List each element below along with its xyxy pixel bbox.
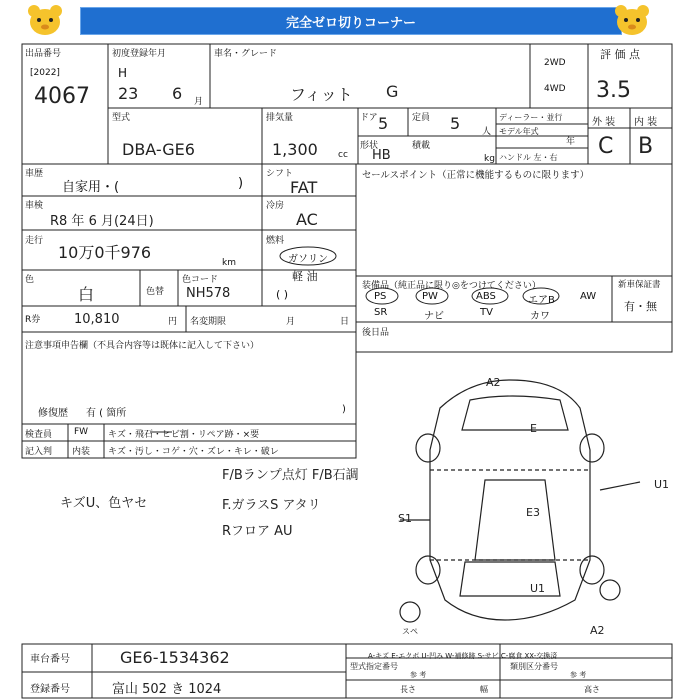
type-spec-label: 型式指定番号	[350, 662, 398, 671]
color-change-label: 色替	[146, 287, 165, 297]
person-unit: 人	[482, 127, 492, 137]
inspection-label: 車検	[25, 201, 44, 211]
fuel-label: 燃料	[266, 236, 285, 246]
legend: A-キズ E-エクボ U-凹み W-補修跡 S-サビ C-腐食 XX-交換済	[368, 652, 558, 660]
height-label: 高さ	[584, 685, 600, 694]
equipment-leather: カワ	[530, 311, 550, 322]
history-value: 自家用・(	[62, 180, 120, 195]
page-title: 完全ゼロ切りコーナー	[285, 16, 416, 31]
inspector-label: 検査員	[25, 430, 53, 440]
length-label: 長さ	[400, 685, 416, 694]
repair-value: 有 ( 箇所	[86, 408, 127, 419]
equipment-abs: ABS	[476, 291, 496, 302]
score-label: 評 価 点	[600, 48, 640, 61]
car-diagram	[400, 380, 640, 622]
note-mid1: F.ガラスS アタリ	[222, 498, 321, 513]
dealer-label: ディーラー・並行	[499, 113, 563, 122]
capacity: 5	[450, 114, 461, 133]
fuel-paren: ( )	[276, 288, 289, 301]
equipment-tv: TV	[480, 307, 493, 318]
repair-close: )	[342, 404, 346, 415]
reg-year: 23	[118, 84, 139, 103]
capacity-label: 定員	[412, 113, 431, 123]
plate: 富山 502 き 1024	[112, 682, 222, 697]
repair-label: 修復歴	[38, 408, 68, 419]
era: H	[118, 66, 128, 80]
lot-label: 出品番号	[25, 49, 62, 59]
mark-e3: E3	[526, 506, 540, 519]
shape-label: 形状	[360, 141, 379, 151]
inspection: R8 年 6 月(24日)	[50, 214, 154, 229]
recycle: 10,810	[74, 312, 120, 327]
equipment-navi: ナビ	[424, 311, 444, 322]
displacement: 1,300	[272, 140, 318, 159]
cooling: AC	[296, 210, 318, 229]
mark-spare: スペ	[402, 627, 418, 636]
handle-label: ハンドル 左・右	[499, 153, 558, 162]
cc-unit: cc	[338, 150, 348, 160]
mark-a2-top: A2	[486, 376, 501, 389]
doors-label: ドア	[360, 113, 378, 123]
exterior-label: 外 装	[592, 117, 616, 128]
year-tag: [2022]	[30, 68, 60, 78]
reg-month: 6	[172, 84, 183, 103]
chassis-label: 車台番号	[30, 654, 70, 665]
exterior-grade: C	[598, 134, 614, 159]
yen-unit: 円	[168, 317, 178, 327]
class-label: 類別区分番号	[510, 662, 558, 671]
car-name-label: 車名・グレード	[214, 49, 278, 59]
sales-point-label: セールスポイント（正常に機能するものに限ります）	[362, 170, 590, 181]
car-name: フィット	[290, 85, 353, 104]
score: 3.5	[596, 78, 631, 103]
color-code-label: 色コード	[182, 275, 219, 285]
shape: HB	[372, 148, 391, 163]
equipment-aw: AW	[580, 291, 597, 302]
fw-label: FW	[74, 427, 89, 437]
cooling-label: 冷房	[266, 201, 285, 211]
first-reg-label: 初度登録年月	[112, 49, 167, 59]
shift: FAT	[290, 178, 318, 197]
equipment-airbag: エアB	[528, 295, 555, 306]
note-left: キズU、色ヤセ	[60, 496, 148, 511]
mileage: 10万0千976	[58, 243, 152, 262]
equipment-label: 装備品（純正品に限り◎をつけてください）	[362, 281, 541, 291]
equipment-ps: PS	[374, 291, 387, 302]
chassis: GE6-1534362	[120, 648, 230, 667]
equipment-pw: PW	[422, 291, 438, 302]
doors: 5	[378, 114, 389, 133]
entry-label: 記入判	[25, 447, 53, 457]
int-items: キズ・汚し・コゲ・穴・ズレ・キレ・破レ	[108, 447, 279, 457]
note-mid2: Rフロア AU	[222, 524, 293, 539]
recycle-label: R券	[25, 315, 41, 325]
mark-u1-right: U1	[654, 478, 670, 491]
interior-grade: B	[638, 134, 654, 159]
fw-items: キズ・飛石・ヒビ割・リペア跡・×要	[108, 430, 260, 440]
model-label: 型式	[112, 113, 131, 123]
color-label: 色	[25, 275, 35, 285]
drive-4wd: 4WD	[544, 84, 566, 94]
interior-label: 内 装	[634, 117, 658, 128]
drive-2wd: 2WD	[544, 58, 566, 68]
mark-a2-rear: A2	[590, 624, 605, 637]
color: 白	[78, 285, 95, 304]
ref-label-2: 参 考	[570, 671, 587, 679]
note-lamp: F/Bランプ点灯 F/B石調	[222, 468, 359, 483]
mark-u1-rear: U1	[530, 582, 546, 595]
model: DBA-GE6	[122, 140, 195, 159]
lot-number: 4067	[34, 84, 90, 109]
displacement-label: 排気量	[266, 113, 294, 123]
mileage-label: 走行	[25, 236, 44, 246]
fuel-gas: ガソリン	[288, 254, 328, 265]
ref-label-1: 参 考	[410, 671, 427, 679]
int-label: 内装	[72, 447, 91, 457]
shift-label: シフト	[266, 169, 294, 179]
month-label: 月	[286, 317, 296, 327]
model-year-label: モデル年式	[499, 127, 539, 136]
warranty-label: 新車保証書	[618, 280, 661, 290]
month-unit: 月	[194, 97, 204, 107]
mark-s1: S1	[398, 512, 412, 525]
mark-e: E	[530, 422, 537, 435]
warranty-value: 有・無	[624, 300, 657, 313]
day-label: 日	[340, 317, 350, 327]
fuel-diesel: 軽 油	[292, 270, 318, 283]
color-code: NH578	[186, 286, 231, 301]
load-label: 積載	[412, 141, 431, 151]
notes-label: 注意事項申告欄（不具合内容等は既体に記入して下さい）	[25, 341, 260, 351]
plate-label: 登録番号	[30, 684, 70, 695]
kg-unit: kg	[484, 154, 495, 164]
width-label: 幅	[480, 685, 488, 694]
history-close: )	[238, 176, 244, 191]
km-unit: km	[222, 258, 236, 268]
year-unit: 年	[566, 137, 576, 147]
equipment-sr: SR	[374, 307, 388, 318]
history-label: 車歴	[25, 169, 44, 179]
back-seat-label: 後日品	[362, 328, 390, 338]
grade: G	[386, 82, 399, 101]
name-change-label: 名変期限	[190, 317, 227, 327]
